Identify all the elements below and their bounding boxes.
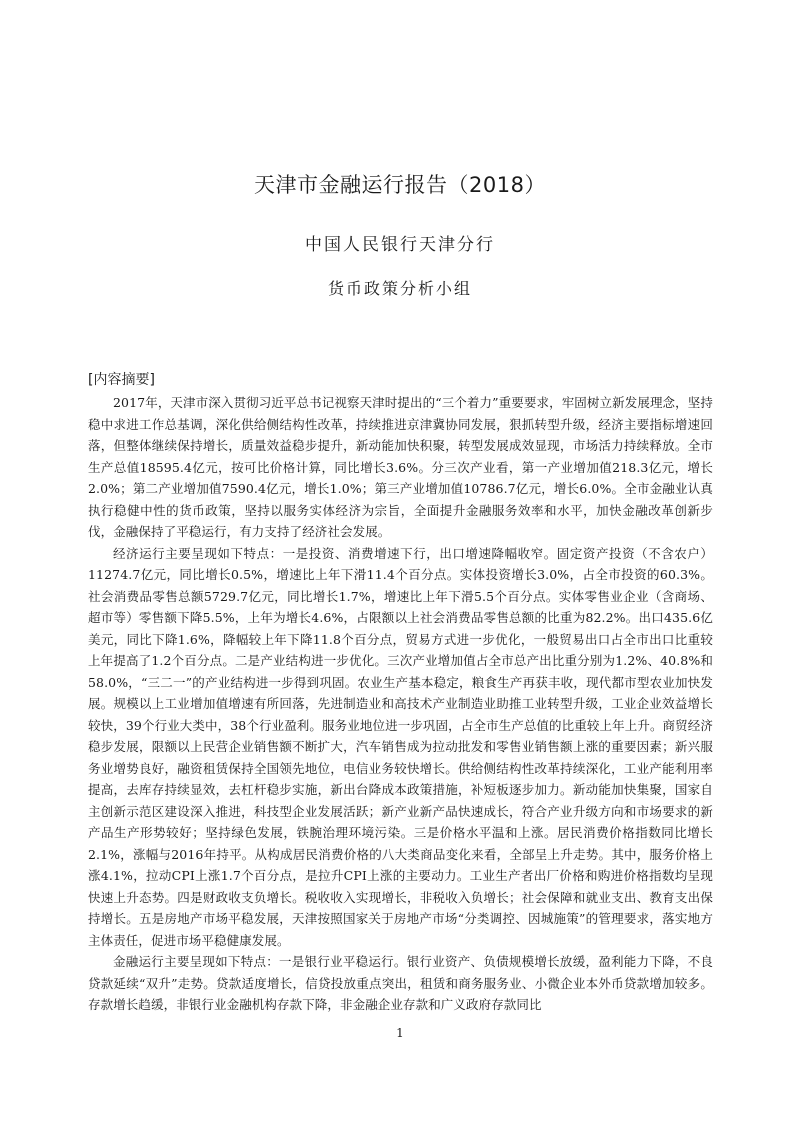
abstract-heading: [内容摘要] — [88, 372, 155, 388]
abstract-paragraph: 经济运行主要呈现如下特点：一是投资、消费增速下行，出口增速降幅收窄。固定资产投资（不含农户）11274.7亿元，同比增长0.5%，增速比上年下滑11.4个百分点。实体投资增长3.0%，占全市投资的60.3%。社会消费品零售总额5729.7亿元，同比增长1.7%，增速比上年下滑5.5个百分点。实体零售业企业（含商场、超市等）零售额下降5.5%，上年为增长4.6%，占限额以上社会消费品零售总额的比重为82.2%。出口435.6亿美元，同比下降1.6%，降幅较上年下降11.8个百分点，贸易方式进一步优化，一般贸易出口占全市出口比重较上年提高了1.2个百分点。二是产业结构进一步优化。三次产业增加值占全市总产出比重分别为1.2%、40.8%和58.0%，“三二一”的产业结构进一步得到巩固。农业生产基本稳定，粮食生产再获丰收，现代都市型农业加快发展。规模以上工业增加值增速有所回落，先进制造业和高技术产业制造业助推工业转型升级，工业企业效益增长较快，39个行业大类中，38个行业盈利。服务业地位进一步巩固，占全市生产总值的比重较上年上升。商贸经济稳步发展，限额以上民营企业销售额不断扩大，汽车销售成为拉动批发和零售业销售额上涨的重要因素；新兴服务业增势良好，融资租赁保持全国领先地位，电信业务较快增长。供给侧结构性改革持续深化，工业产能利用率提高，去库存持续显效，去杠杆稳步实施，新出台降成本政策措施，补短板逐步加力。新动能加快集聚，国家自主创新示范区建设深入推进，科技型企业发展活跃；新产业新产品快速成长，符合产业升级方向和市场要求的新产品生产形势较好；坚持绿色发展，铁腕治理环境污染。三是价格水平温和上涨。居民消费价格指数同比增长2.1%，涨幅与2016年持平。从构成居民消费价格的八大类商品变化来看，全部呈上升走势。其中，服务价格上涨4.1%，拉动CPI上涨1.7个百分点，是拉升CPI上涨的主要动力。工业生产者出厂价格和购进价格指数均呈现快速上升态势。四是财政收支负增长。税收收入实现增长，非税收入负增长；社会保障和就业支出、教育支出保持增长。五是房地产市场平稳发展，天津按照国家关于房地产市场“分类调控、因城施策”的管理要求，落实地方主体责任，促进市场平稳健康发展。 — [88, 545, 713, 948]
author-group: 货币政策分析小组 — [327, 279, 472, 298]
abstract-paragraph: 2017年，天津市深入贯彻习近平总书记视察天津时提出的“三个着力”重要要求，牢固树立新发展理念，坚持稳中求进工作总基调，深化供给侧结构性改革，持续推进京津冀协同发展，狠抓转型升级，经济主要指标增速回落，但整体继续保持增长，质量效益稳步提升，新动能加快积聚，转型发展成效显现，市场活力持续释放。全市生产总值18595.4亿元，按可比价格计算，同比增长3.6%。分三次产业看，第一产业增加值218.3亿元，增长2.0%；第二产业增加值7590.4亿元，增长1.0%；第三产业增加值10786.7亿元，增长6.0%。全市金融业认真执行稳健中性的货币政策，坚持以服务实体经济为宗旨，全面提升金融服务效率和水平，加快金融改革创新步伐，金融保持了平稳运行，有力支持了经济社会发展。 — [88, 395, 713, 539]
abstract-body — [88, 392, 713, 1016]
page-number: 1 — [396, 1026, 404, 1040]
page-title: 天津市金融运行报告（2018） — [254, 173, 546, 197]
abstract-paragraph: 金融运行主要呈现如下特点：一是银行业平稳运行。银行业资产、负债规模增长放缓，盈利能力下降，不良贷款延续“双升”走势。贷款适度增长，信贷投放重点突出，租赁和商务服务业、小微企业本外币贷款增加较多。存款增长趋缓，非银行业金融机构存款下降，非金融企业存款和广义政府存款同比 — [88, 954, 713, 1012]
organization-name: 中国人民银行天津分行 — [305, 235, 495, 255]
